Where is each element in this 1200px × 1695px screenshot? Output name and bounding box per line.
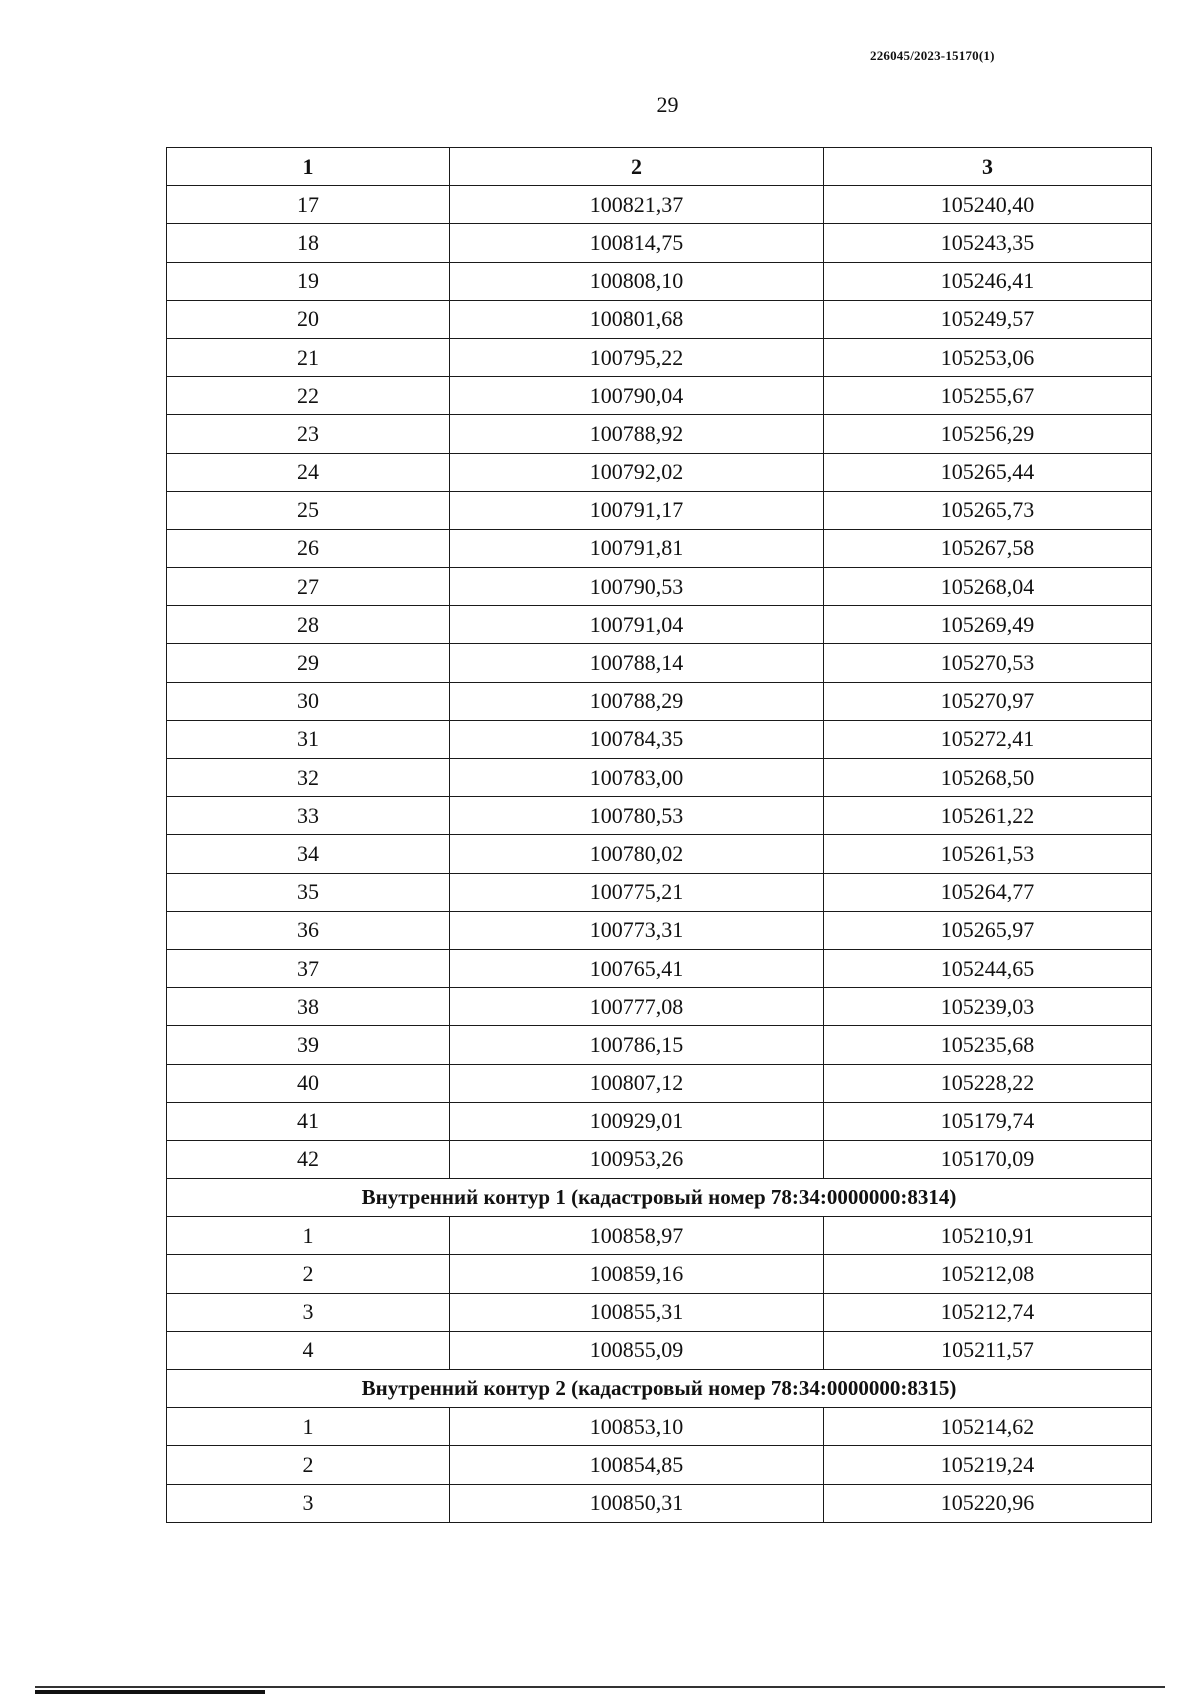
point-number-cell: 18 xyxy=(167,224,450,262)
y-coordinate-cell: 105243,35 xyxy=(824,224,1152,262)
table-row xyxy=(167,186,1152,224)
table-row xyxy=(167,1293,1152,1331)
table-row xyxy=(167,988,1152,1026)
x-coordinate-cell: 100850,31 xyxy=(450,1484,824,1522)
point-number-cell: 36 xyxy=(167,911,450,949)
point-number-cell: 39 xyxy=(167,1026,450,1064)
document-id: 226045/2023-15170(1) xyxy=(870,48,995,63)
x-coordinate-cell: 100788,14 xyxy=(450,644,824,682)
y-coordinate-cell: 105270,53 xyxy=(824,644,1152,682)
x-coordinate-cell: 100788,29 xyxy=(450,682,824,720)
y-coordinate-cell: 105212,74 xyxy=(824,1293,1152,1331)
x-coordinate-cell: 100792,02 xyxy=(450,453,824,491)
column-header-1: 1 xyxy=(167,148,450,186)
point-number-cell: 20 xyxy=(167,300,450,338)
x-coordinate-cell: 100791,81 xyxy=(450,529,824,567)
x-coordinate-cell: 100853,10 xyxy=(450,1408,824,1446)
x-coordinate-cell: 100807,12 xyxy=(450,1064,824,1102)
point-number-cell: 34 xyxy=(167,835,450,873)
table-row xyxy=(167,529,1152,567)
table-row xyxy=(167,911,1152,949)
y-coordinate-cell: 105228,22 xyxy=(824,1064,1152,1102)
point-number-cell: 41 xyxy=(167,1102,450,1140)
point-number-cell: 1 xyxy=(167,1408,450,1446)
section-heading: Внутренний контур 1 (кадастровый номер 78:34:0000000:8314) xyxy=(167,1179,1152,1217)
table-row xyxy=(167,300,1152,338)
point-number-cell: 2 xyxy=(167,1255,450,1293)
point-number-cell: 21 xyxy=(167,338,450,376)
y-coordinate-cell: 105255,67 xyxy=(824,377,1152,415)
y-coordinate-cell: 105268,50 xyxy=(824,759,1152,797)
y-coordinate-cell: 105261,22 xyxy=(824,797,1152,835)
table-header-row xyxy=(167,148,1152,186)
y-coordinate-cell: 105212,08 xyxy=(824,1255,1152,1293)
point-number-cell: 17 xyxy=(167,186,450,224)
x-coordinate-cell: 100773,31 xyxy=(450,911,824,949)
table-row xyxy=(167,1102,1152,1140)
table-row xyxy=(167,1408,1152,1446)
y-coordinate-cell: 105179,74 xyxy=(824,1102,1152,1140)
y-coordinate-cell: 105269,49 xyxy=(824,606,1152,644)
y-coordinate-cell: 105220,96 xyxy=(824,1484,1152,1522)
point-number-cell: 4 xyxy=(167,1331,450,1369)
y-coordinate-cell: 105240,40 xyxy=(824,186,1152,224)
table-row xyxy=(167,1140,1152,1178)
table-row xyxy=(167,1446,1152,1484)
y-coordinate-cell: 105265,44 xyxy=(824,453,1152,491)
x-coordinate-cell: 100854,85 xyxy=(450,1446,824,1484)
x-coordinate-cell: 100786,15 xyxy=(450,1026,824,1064)
table-row xyxy=(167,720,1152,758)
table-row xyxy=(167,949,1152,987)
table-row xyxy=(167,491,1152,529)
x-coordinate-cell: 100765,41 xyxy=(450,949,824,987)
table-row xyxy=(167,644,1152,682)
y-coordinate-cell: 105264,77 xyxy=(824,873,1152,911)
table-row xyxy=(167,1255,1152,1293)
y-coordinate-cell: 105256,29 xyxy=(824,415,1152,453)
point-number-cell: 37 xyxy=(167,949,450,987)
table-row xyxy=(167,835,1152,873)
x-coordinate-cell: 100788,92 xyxy=(450,415,824,453)
point-number-cell: 22 xyxy=(167,377,450,415)
x-coordinate-cell: 100795,22 xyxy=(450,338,824,376)
table-row xyxy=(167,377,1152,415)
x-coordinate-cell: 100775,21 xyxy=(450,873,824,911)
x-coordinate-cell: 100780,02 xyxy=(450,835,824,873)
x-coordinate-cell: 100855,31 xyxy=(450,1293,824,1331)
x-coordinate-cell: 100783,00 xyxy=(450,759,824,797)
x-coordinate-cell: 100855,09 xyxy=(450,1331,824,1369)
point-number-cell: 28 xyxy=(167,606,450,644)
y-coordinate-cell: 105246,41 xyxy=(824,262,1152,300)
footer-divider-accent xyxy=(35,1690,265,1694)
point-number-cell: 2 xyxy=(167,1446,450,1484)
y-coordinate-cell: 105249,57 xyxy=(824,300,1152,338)
point-number-cell: 29 xyxy=(167,644,450,682)
table-row xyxy=(167,1217,1152,1255)
y-coordinate-cell: 105214,62 xyxy=(824,1408,1152,1446)
y-coordinate-cell: 105268,04 xyxy=(824,568,1152,606)
y-coordinate-cell: 105267,58 xyxy=(824,529,1152,567)
table-row xyxy=(167,759,1152,797)
x-coordinate-cell: 100808,10 xyxy=(450,262,824,300)
point-number-cell: 33 xyxy=(167,797,450,835)
table-row xyxy=(167,415,1152,453)
x-coordinate-cell: 100859,16 xyxy=(450,1255,824,1293)
point-number-cell: 35 xyxy=(167,873,450,911)
y-coordinate-cell: 105211,57 xyxy=(824,1331,1152,1369)
point-number-cell: 26 xyxy=(167,529,450,567)
point-number-cell: 31 xyxy=(167,720,450,758)
y-coordinate-cell: 105265,97 xyxy=(824,911,1152,949)
table-row xyxy=(167,797,1152,835)
table-row xyxy=(167,453,1152,491)
table-row xyxy=(167,1064,1152,1102)
point-number-cell: 1 xyxy=(167,1217,450,1255)
coordinates-table-body xyxy=(167,148,1152,1523)
y-coordinate-cell: 105219,24 xyxy=(824,1446,1152,1484)
point-number-cell: 30 xyxy=(167,682,450,720)
x-coordinate-cell: 100780,53 xyxy=(450,797,824,835)
y-coordinate-cell: 105210,91 xyxy=(824,1217,1152,1255)
x-coordinate-cell: 100791,04 xyxy=(450,606,824,644)
x-coordinate-cell: 100953,26 xyxy=(450,1140,824,1178)
table-row xyxy=(167,568,1152,606)
point-number-cell: 19 xyxy=(167,262,450,300)
x-coordinate-cell: 100801,68 xyxy=(450,300,824,338)
y-coordinate-cell: 105253,06 xyxy=(824,338,1152,376)
x-coordinate-cell: 100777,08 xyxy=(450,988,824,1026)
point-number-cell: 27 xyxy=(167,568,450,606)
y-coordinate-cell: 105265,73 xyxy=(824,491,1152,529)
page-number: 29 xyxy=(656,92,679,117)
x-coordinate-cell: 100821,37 xyxy=(450,186,824,224)
y-coordinate-cell: 105261,53 xyxy=(824,835,1152,873)
point-number-cell: 40 xyxy=(167,1064,450,1102)
table-row xyxy=(167,873,1152,911)
point-number-cell: 32 xyxy=(167,759,450,797)
y-coordinate-cell: 105170,09 xyxy=(824,1140,1152,1178)
point-number-cell: 24 xyxy=(167,453,450,491)
table-row xyxy=(167,338,1152,376)
section-heading-row xyxy=(167,1370,1152,1408)
y-coordinate-cell: 105272,41 xyxy=(824,720,1152,758)
table-row xyxy=(167,1026,1152,1064)
y-coordinate-cell: 105235,68 xyxy=(824,1026,1152,1064)
x-coordinate-cell: 100790,04 xyxy=(450,377,824,415)
point-number-cell: 23 xyxy=(167,415,450,453)
column-header-2: 2 xyxy=(450,148,824,186)
x-coordinate-cell: 100790,53 xyxy=(450,568,824,606)
table-row xyxy=(167,1484,1152,1522)
column-header-3: 3 xyxy=(824,148,1152,186)
table-row xyxy=(167,606,1152,644)
table-row xyxy=(167,1331,1152,1369)
x-coordinate-cell: 100784,35 xyxy=(450,720,824,758)
table-row xyxy=(167,262,1152,300)
section-heading-row xyxy=(167,1179,1152,1217)
table-row xyxy=(167,682,1152,720)
y-coordinate-cell: 105239,03 xyxy=(824,988,1152,1026)
x-coordinate-cell: 100814,75 xyxy=(450,224,824,262)
point-number-cell: 42 xyxy=(167,1140,450,1178)
point-number-cell: 3 xyxy=(167,1293,450,1331)
point-number-cell: 25 xyxy=(167,491,450,529)
point-number-cell: 38 xyxy=(167,988,450,1026)
x-coordinate-cell: 100929,01 xyxy=(450,1102,824,1140)
x-coordinate-cell: 100791,17 xyxy=(450,491,824,529)
coordinates-table xyxy=(166,147,1152,1523)
x-coordinate-cell: 100858,97 xyxy=(450,1217,824,1255)
y-coordinate-cell: 105270,97 xyxy=(824,682,1152,720)
table-row xyxy=(167,224,1152,262)
footer-divider xyxy=(35,1686,1165,1688)
section-heading: Внутренний контур 2 (кадастровый номер 78:34:0000000:8315) xyxy=(167,1370,1152,1408)
y-coordinate-cell: 105244,65 xyxy=(824,949,1152,987)
point-number-cell: 3 xyxy=(167,1484,450,1522)
